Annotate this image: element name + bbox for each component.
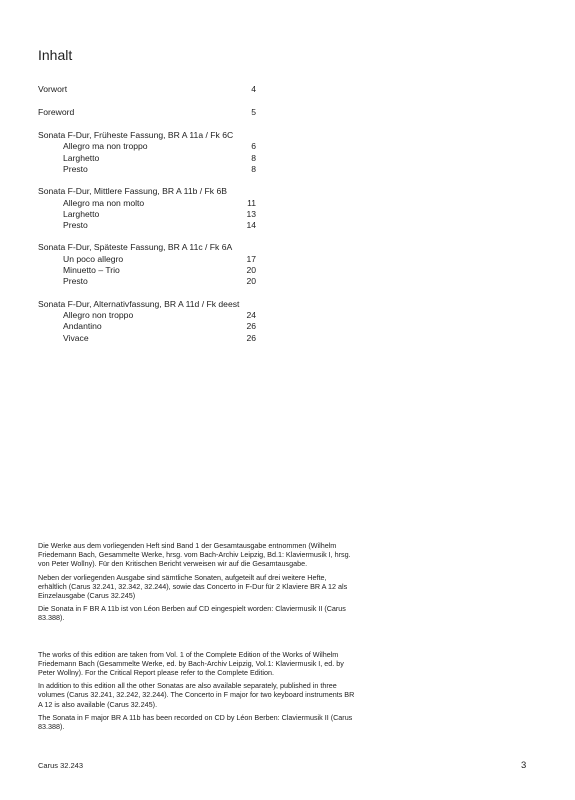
movement-page: 20 — [246, 265, 256, 276]
page-number: 3 — [521, 760, 527, 771]
movement-page: 26 — [246, 321, 256, 332]
page-title: Inhalt — [38, 47, 73, 63]
sonata-title: Sonata F-Dur, Späteste Fassung, BR A 11c / Fk 6A — [38, 242, 233, 253]
movement-label: Presto — [63, 276, 88, 287]
movement-label: Un poco allegro — [63, 253, 124, 264]
movement-label: Vivace — [63, 332, 89, 343]
toc-entry-label: Vorwort — [38, 84, 68, 94]
sonata-title: Sonata F-Dur, Alternativfassung, BR A 11d / Fk deest — [38, 298, 240, 309]
toc-entry-label: Foreword — [38, 106, 75, 117]
movement-page: 11 — [247, 197, 256, 208]
toc-movement[interactable] — [38, 310, 256, 321]
sonata-section — [38, 130, 256, 175]
toc-movement[interactable] — [38, 164, 256, 175]
movement-page: 24 — [246, 309, 256, 320]
toc-movement[interactable] — [38, 209, 256, 220]
toc-movement[interactable] — [38, 254, 256, 265]
note-paragraph-en: The Sonata in F major BR A 11b has been recorded on CD by Léon Berben: Claviermusik II (Carus 83.388). — [38, 712, 353, 732]
toc-movement[interactable] — [38, 321, 256, 332]
movement-label: Allegro ma non molto — [63, 197, 145, 208]
movement-page: 26 — [246, 332, 256, 343]
edition-notes — [38, 541, 356, 735]
note-paragraph-en: In addition to this edition all the other Sonatas are also available separately, published in three volumes (Carus 32.241, 32.242, 32.244). The Concerto in F major for two keyboard instruments BR A 12 is also available (Carus 32.245). — [38, 681, 355, 709]
movement-page: 8 — [251, 152, 256, 163]
toc-entry-foreword[interactable] — [38, 107, 256, 118]
sonata-title: Sonata F-Dur, Früheste Fassung, BR A 11a / Fk 6C — [38, 130, 234, 141]
movement-page: 20 — [246, 276, 256, 287]
movement-label: Larghetto — [63, 152, 100, 163]
toc-movement[interactable] — [38, 276, 256, 287]
catalog-number: Carus 32.243 — [38, 761, 84, 770]
note-paragraph-de: Die Werke aus dem vorliegenden Heft sind Band 1 der Gesamtausgabe entnommen (Wilhelm Friedemann Bach, Gesammelte Werke, hrsg. vom Bach-Archiv Leipzig, Bd.1: Klaviermusik I, hrsg. von Peter Wollny). Für den Kritischen Bericht verweisen wir auf die Gesamtausgabe. — [38, 541, 351, 569]
toc-movement[interactable] — [38, 333, 256, 344]
movement-label: Minuetto – Trio — [63, 265, 120, 276]
movement-label: Presto — [63, 220, 88, 231]
movement-page: 14 — [246, 220, 256, 231]
movement-label: Presto — [63, 163, 88, 174]
sonata-section — [38, 186, 256, 231]
note-paragraph-en: The works of this edition are taken from Vol. 1 of the Complete Edition of the Works of Wilhelm Friedemann Bach (Gesammelte Werke, ed. by Bach-Archiv Leipzig, Vol.1: Klaviermusik I, ed. by Peter Wollny). For the Critical Report please refer to the Complete Edition. — [38, 649, 344, 678]
movement-label: Andantino — [63, 321, 102, 332]
toc-movement[interactable] — [38, 220, 256, 231]
toc-entry-page: 5 — [251, 106, 256, 117]
sonata-section — [38, 299, 256, 344]
movement-page: 17 — [246, 253, 256, 264]
toc-entry-page: 4 — [251, 84, 256, 94]
movement-label: Larghetto — [63, 208, 100, 219]
toc-entry-vorwort[interactable] — [38, 84, 256, 95]
toc-movement[interactable] — [38, 265, 256, 276]
sonata-section — [38, 242, 256, 287]
note-paragraph-de: Neben der vorliegenden Ausgabe sind sämtliche Sonaten, aufgeteilt auf drei weitere Hefte, erhältlich (Carus 32.241, 32.342, 32.244), sowie das Concerto in F-Dur für 2 Klaviere BR A 12 als Einzelausgabe (Carus 32.245) — [38, 572, 348, 601]
movement-label: Allegro non troppo — [63, 309, 134, 320]
toc-movement[interactable] — [38, 153, 256, 164]
toc-movement[interactable] — [38, 141, 256, 152]
toc-movement[interactable] — [38, 198, 256, 209]
sonata-title: Sonata F-Dur, Mittlere Fassung, BR A 11b / Fk 6B — [38, 186, 227, 197]
movement-page: 8 — [251, 163, 256, 174]
movement-page: 13 — [246, 208, 256, 219]
movement-label: Allegro ma non troppo — [63, 141, 148, 152]
table-of-contents — [38, 84, 256, 344]
movement-page: 6 — [251, 141, 256, 152]
note-paragraph-de: Die Sonata in F BR A 11b ist von Léon Berben auf CD eingespielt worden: Claviermusik II (Carus 83.388). — [38, 604, 346, 623]
